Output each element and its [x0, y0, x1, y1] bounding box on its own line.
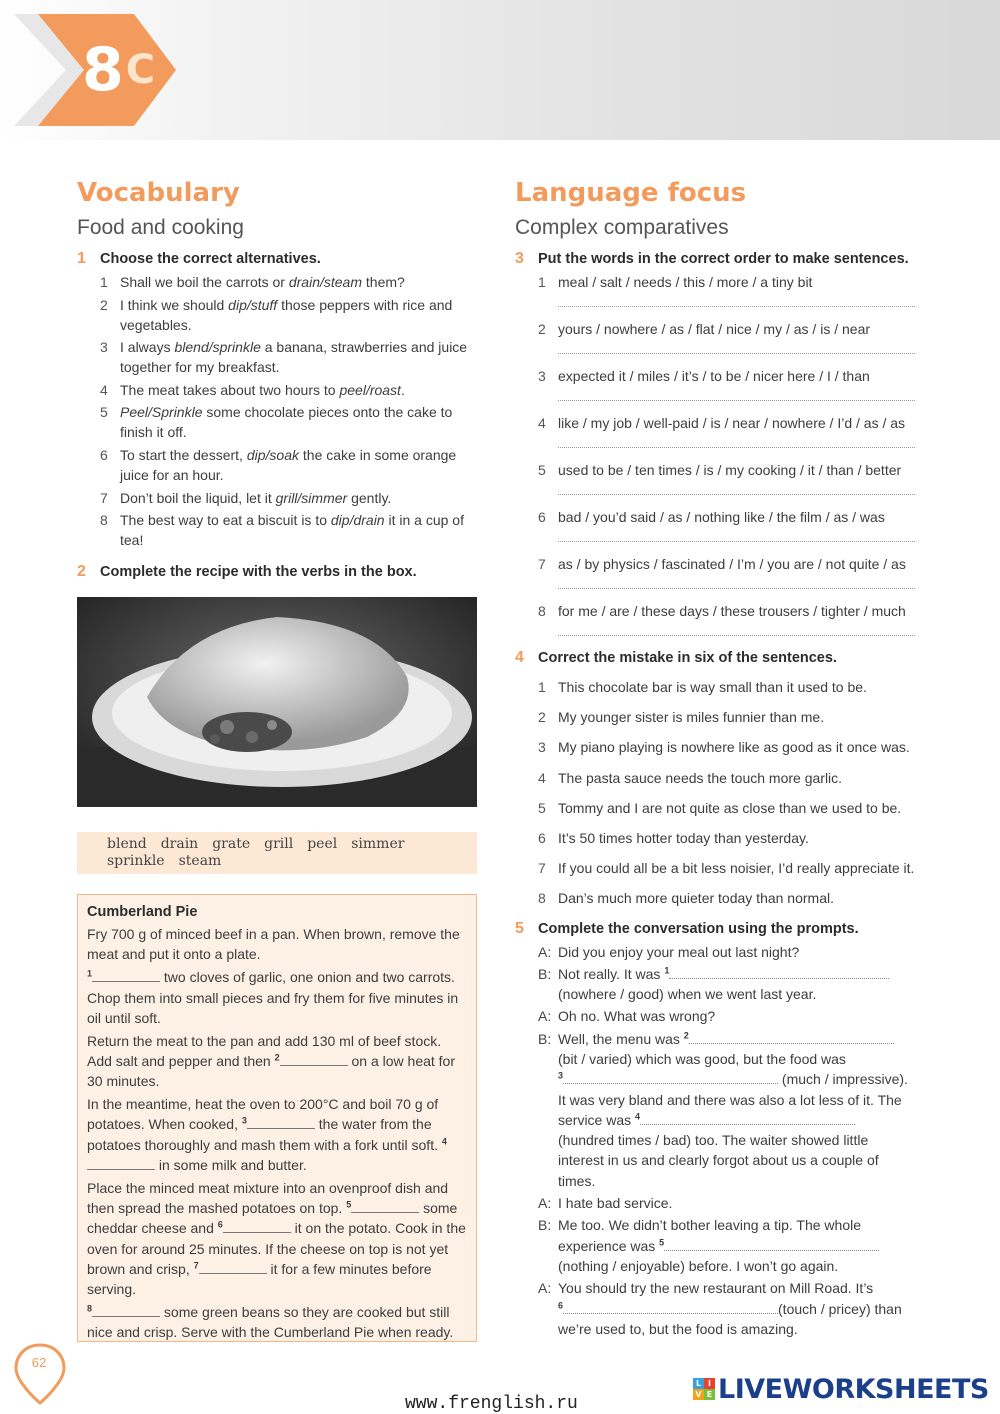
section-title-vocabulary: Vocabulary	[77, 178, 240, 208]
vocabulary-column	[77, 175, 477, 1342]
exercise-4-list	[515, 677, 915, 908]
answer-gap[interactable]	[280, 1052, 348, 1066]
item-number: 1	[100, 274, 108, 290]
gap-number: 2	[683, 1030, 689, 1041]
turn-text: Not really. It was	[558, 965, 665, 982]
word-chip: sprinkle	[107, 853, 165, 870]
recipe-text: Fry 700 g of minced beef in a pan. When brown, remove the meat and put it onto a plate.	[87, 926, 460, 963]
item-text: It’s 50 times hotter today than yesterday.	[558, 829, 809, 846]
answer-gap[interactable]	[247, 1115, 315, 1129]
recipe-text: some green beans so they are cooked but still nice and crisp. Serve with the Cumberland Pie when ready.	[87, 1304, 454, 1341]
answer-gap[interactable]	[664, 1237, 879, 1251]
recipe-text: it on the potato. Cook in the oven for around 25 minutes. If the cheese on top is not yet brown and crisp,	[87, 1220, 466, 1277]
word-chip: grill	[264, 836, 294, 853]
liveworksheets-mark-icon: L I V E	[693, 1378, 715, 1400]
item-number: 8	[100, 512, 108, 529]
list-item	[515, 507, 915, 542]
item-number: 7	[100, 489, 108, 506]
speaker-label: A:	[538, 1280, 552, 1297]
recipe-text: In the meantime, heat the oven to 200°C and boil 70 g of potatoes. When cooked,	[87, 1096, 439, 1133]
word-chip: grate	[212, 836, 251, 853]
gap-number: 7	[193, 1260, 199, 1271]
speaker-label: B:	[538, 1217, 552, 1234]
answer-gap[interactable]	[199, 1260, 267, 1274]
speaker-label: B:	[538, 965, 552, 982]
item-text: Dan’s much more quieter today than normal.	[558, 890, 834, 907]
list-item	[515, 413, 915, 448]
list-item	[77, 380, 477, 400]
list-item	[515, 737, 915, 757]
answer-gap[interactable]	[92, 1303, 160, 1317]
list-item	[515, 828, 915, 848]
liveworksheets-wordmark: LIVEWORKSHEETS	[718, 1373, 989, 1405]
item-text: as / by physics / fascinated / I’m / you are / not quite / as	[558, 556, 906, 572]
item-number: 6	[538, 509, 546, 525]
recipe-paragraph	[87, 1302, 467, 1343]
cumberland-pie-photo	[77, 597, 477, 807]
list-item	[515, 601, 915, 636]
alternatives-choice[interactable]: blend/sprinkle	[174, 339, 261, 356]
exercise-3-heading	[515, 249, 915, 269]
recipe-text: Place the minced meat mixture into an ovenproof dish and then spread the mashed potatoes on top.	[87, 1179, 449, 1217]
item-text: Tommy and I are not quite as close than we used to be.	[558, 799, 902, 816]
item-number: 1	[538, 274, 546, 290]
conversation-turn	[515, 1006, 915, 1026]
turn-text: Well, the menu was	[558, 1030, 684, 1047]
alternatives-choice[interactable]: drain/steam	[288, 274, 363, 290]
section-subtitle-language-focus: Complex comparatives	[515, 216, 729, 239]
list-item	[77, 488, 477, 508]
gap-number: 1	[87, 968, 93, 979]
recipe-text: some cheddar cheese and	[87, 1200, 458, 1237]
item-text: The best way to eat a biscuit is to	[120, 512, 331, 529]
exercise-instruction: Complete the recipe with the verbs in the box.	[100, 564, 417, 581]
conversation	[515, 942, 915, 1340]
exercise-1-list	[77, 272, 477, 550]
list-item	[515, 858, 915, 878]
answer-gap[interactable]	[87, 1156, 155, 1170]
gap-number: 2	[274, 1052, 280, 1063]
item-text: I think we should	[120, 296, 229, 313]
exercise-1-heading	[77, 249, 477, 269]
item-text: The meat takes about two hours to	[120, 381, 340, 398]
gap-number: 5	[346, 1199, 352, 1210]
exercise-number: 3	[515, 250, 524, 267]
answer-gap[interactable]	[640, 1111, 855, 1125]
word-chip: peel	[307, 836, 338, 853]
answer-line[interactable]	[558, 486, 915, 495]
gap-number: 5	[659, 1237, 665, 1247]
recipe-text: in some milk and butter.	[155, 1156, 307, 1173]
item-text: yours / nowhere / as / flat / nice / my / as / is / near	[558, 321, 871, 337]
conversation-turn	[515, 942, 915, 962]
item-text: expected it / miles / it’s / to be / nicer here / I / than	[558, 368, 870, 384]
answer-line[interactable]	[558, 580, 915, 589]
item-text: the cake in some orange juice for an hour.	[120, 446, 457, 483]
answer-line[interactable]	[558, 298, 915, 307]
item-text: gently.	[347, 489, 392, 506]
conversation-turn	[515, 1193, 915, 1213]
item-text: meal / salt / needs / this / more / a tiny bit	[558, 274, 813, 290]
item-text: it in a cup of tea!	[120, 512, 464, 549]
item-number: 7	[538, 556, 546, 572]
turn-text: Oh no. What was wrong?	[558, 1008, 716, 1025]
list-item	[77, 510, 477, 550]
recipe-paragraph	[87, 1031, 467, 1092]
section-subtitle-vocabulary: Food and cooking	[77, 216, 244, 239]
list-item	[77, 445, 477, 485]
item-number: 4	[538, 769, 546, 786]
item-number: 4	[538, 415, 546, 431]
alternatives-choice[interactable]: dip/soak	[246, 446, 299, 463]
item-text: some chocolate pieces onto the cake to finish it off.	[120, 404, 453, 441]
item-number: 7	[538, 860, 546, 877]
item-text: those peppers with rice and vegetables.	[120, 296, 453, 333]
exercise-instruction: Complete the conversation using the prompts.	[538, 920, 859, 937]
turn-text: (nowhere / good) when we went last year.	[558, 986, 817, 1003]
item-number: 5	[538, 462, 546, 478]
speaker-label: A:	[538, 1195, 552, 1212]
conversation-turn	[515, 1278, 915, 1339]
unit-number: 8	[82, 35, 124, 105]
list-item	[515, 554, 915, 589]
item-text: used to be / ten times / is / my cooking / it / than / better	[558, 462, 902, 478]
gap-number: 4	[441, 1135, 447, 1146]
gap-number: 6	[558, 1299, 564, 1310]
list-item	[515, 272, 915, 307]
turn-text: Did you enjoy your meal out last night?	[558, 943, 800, 960]
item-number: 2	[538, 321, 546, 337]
list-item	[515, 888, 915, 908]
page-pin-icon	[14, 1343, 66, 1405]
list-item	[515, 798, 915, 818]
turn-text: Me too. We didn’t bother leaving a tip. The whole experience was	[558, 1217, 861, 1254]
turn-text: (nothing / enjoyable) before. I won’t go again.	[558, 1257, 839, 1274]
item-text: To start the dessert,	[120, 446, 247, 463]
turn-text: (hundred times / bad) too. The waiter showed little interest in us and clearly forgot about us a couple of times.	[558, 1132, 879, 1189]
answer-line[interactable]	[558, 533, 915, 542]
list-item	[515, 677, 915, 697]
recipe-text: two cloves of garlic, one onion and two carrots. Chop them into small pieces and fry them for five minutes in oil until soft.	[87, 969, 459, 1026]
list-item	[515, 460, 915, 495]
exercise-instruction: Choose the correct alternatives.	[100, 251, 321, 267]
conversation-turn	[515, 1029, 915, 1191]
exercise-number: 5	[515, 919, 524, 937]
item-text: like / my job / well-paid / is / near / nowhere / I’d / as / as	[558, 415, 906, 431]
speaker-label: B:	[538, 1030, 552, 1047]
list-item	[515, 319, 915, 354]
turn-text: I hate bad service.	[558, 1195, 673, 1212]
recipe-text: Return the meat to the pan and add 130 ml of beef stock. Add salt and pepper and then	[87, 1032, 442, 1069]
recipe-title: Cumberland Pie	[87, 904, 198, 921]
gap-number: 4	[635, 1111, 641, 1122]
word-chip: steam	[178, 853, 222, 870]
item-number: 1	[538, 679, 546, 695]
alternatives-choice[interactable]: dip/drain	[330, 512, 385, 529]
turn-text: You should try the new restaurant on Mill Road. It’s	[558, 1280, 874, 1297]
item-text: .	[400, 381, 405, 398]
exercise-number: 2	[77, 563, 86, 581]
item-number: 3	[538, 739, 546, 756]
gap-number: 3	[241, 1115, 247, 1126]
word-box	[77, 832, 477, 874]
item-text: them?	[362, 274, 405, 290]
item-number: 8	[538, 890, 546, 907]
footer-url[interactable]: www.frenglish.ru	[405, 1394, 578, 1414]
word-chip: drain	[160, 836, 199, 853]
recipe-paragraph	[87, 1094, 467, 1175]
answer-gap[interactable]	[689, 1030, 894, 1044]
alternatives-choice[interactable]: peel/roast	[339, 381, 401, 398]
list-item	[515, 768, 915, 788]
answer-gap[interactable]	[563, 1300, 778, 1314]
item-text: If you could all be a bit less noisier, I’d really appreciate it.	[558, 860, 915, 877]
alternatives-choice[interactable]: dip/stuff	[228, 296, 278, 313]
alternatives-choice[interactable]: Peel/Sprinkle	[120, 404, 203, 421]
item-number: 3	[100, 339, 108, 356]
item-number: 6	[538, 829, 546, 846]
exercise-number: 4	[515, 649, 524, 666]
item-text: My younger sister is miles funnier than me.	[558, 709, 825, 726]
item-number: 5	[538, 799, 546, 816]
answer-gap[interactable]	[223, 1219, 291, 1233]
list-item	[77, 272, 477, 292]
answer-gap[interactable]	[563, 1070, 778, 1084]
item-text: bad / you’d said / as / nothing like / the film / as / was	[558, 509, 885, 525]
exercise-3-list	[515, 272, 915, 636]
answer-gap[interactable]	[669, 965, 889, 979]
exercise-instruction: Put the words in the correct order to make sentences.	[538, 251, 909, 267]
item-text: I always	[120, 339, 175, 356]
item-text: Don’t boil the liquid, let it	[120, 489, 276, 506]
turn-text: (bit / varied) which was good, but the food was	[558, 1050, 846, 1067]
item-number: 5	[100, 404, 108, 421]
answer-gap[interactable]	[351, 1199, 419, 1213]
list-item	[77, 295, 477, 335]
item-text: This chocolate bar is way small than it used to be.	[558, 679, 867, 695]
exercise-number: 1	[77, 250, 86, 267]
item-number: 8	[538, 603, 546, 619]
section-title-language-focus: Language focus	[515, 178, 747, 208]
list-item	[77, 337, 477, 377]
liveworksheets-logo[interactable]	[693, 1372, 989, 1406]
speaker-label: A:	[538, 1008, 552, 1025]
recipe-paragraph	[87, 1178, 467, 1300]
exercise-2-heading	[77, 562, 477, 582]
item-text: Shall we boil the carrots or	[120, 274, 289, 290]
list-item	[77, 402, 477, 442]
answer-line[interactable]	[558, 392, 915, 401]
item-text: The pasta sauce needs the touch more garlic.	[558, 769, 843, 786]
conversation-turn	[515, 1215, 915, 1276]
gap-number: 3	[558, 1070, 564, 1081]
language-focus-column	[515, 175, 915, 1341]
item-text: for me / are / these days / these trousers / tighter / much	[558, 603, 906, 619]
exercise-4-heading	[515, 648, 915, 668]
recipe-text: on a low heat for 30 minutes.	[87, 1052, 456, 1090]
word-chip: simmer	[351, 836, 405, 853]
alternatives-choice[interactable]: grill/simmer	[275, 489, 348, 506]
exercise-instruction: Correct the mistake in six of the sentences.	[538, 650, 837, 666]
recipe-text: it for a few minutes before serving.	[87, 1260, 432, 1298]
item-number: 2	[100, 296, 108, 313]
answer-gap[interactable]	[92, 968, 160, 982]
list-item	[515, 707, 915, 727]
answer-line[interactable]	[558, 439, 915, 448]
answer-line[interactable]	[558, 345, 915, 354]
gap-number: 6	[217, 1219, 223, 1230]
exercise-5-heading	[515, 919, 915, 939]
item-text: a banana, strawberries and juice together for my breakfast.	[120, 339, 468, 376]
gap-number: 1	[664, 965, 670, 976]
unit-label	[82, 30, 172, 110]
item-text: My piano playing is nowhere like as good as it once was.	[558, 739, 910, 756]
answer-line[interactable]	[558, 627, 915, 636]
word-chip: blend	[107, 836, 147, 853]
item-number: 6	[100, 446, 108, 463]
recipe-paragraph	[87, 967, 467, 1028]
recipe-text: the water from the potatoes thoroughly and mash them with a fork until soft.	[87, 1116, 442, 1153]
speaker-label: A:	[538, 943, 552, 960]
turn-text: (touch / pricey) than we’re used to, but the food is amazing.	[558, 1300, 902, 1337]
item-number: 3	[538, 368, 546, 384]
item-number: 4	[100, 381, 108, 398]
unit-letter: C	[125, 47, 156, 93]
conversation-turn	[515, 964, 915, 1005]
recipe-box	[77, 894, 477, 1342]
turn-text: (much / impressive). It was very bland and there was also a lot less of it. The service was	[558, 1071, 908, 1128]
item-number: 2	[538, 709, 546, 726]
recipe-paragraph	[87, 924, 467, 965]
gap-number: 8	[87, 1303, 93, 1314]
page-number: 62	[31, 1355, 47, 1370]
list-item	[515, 366, 915, 401]
